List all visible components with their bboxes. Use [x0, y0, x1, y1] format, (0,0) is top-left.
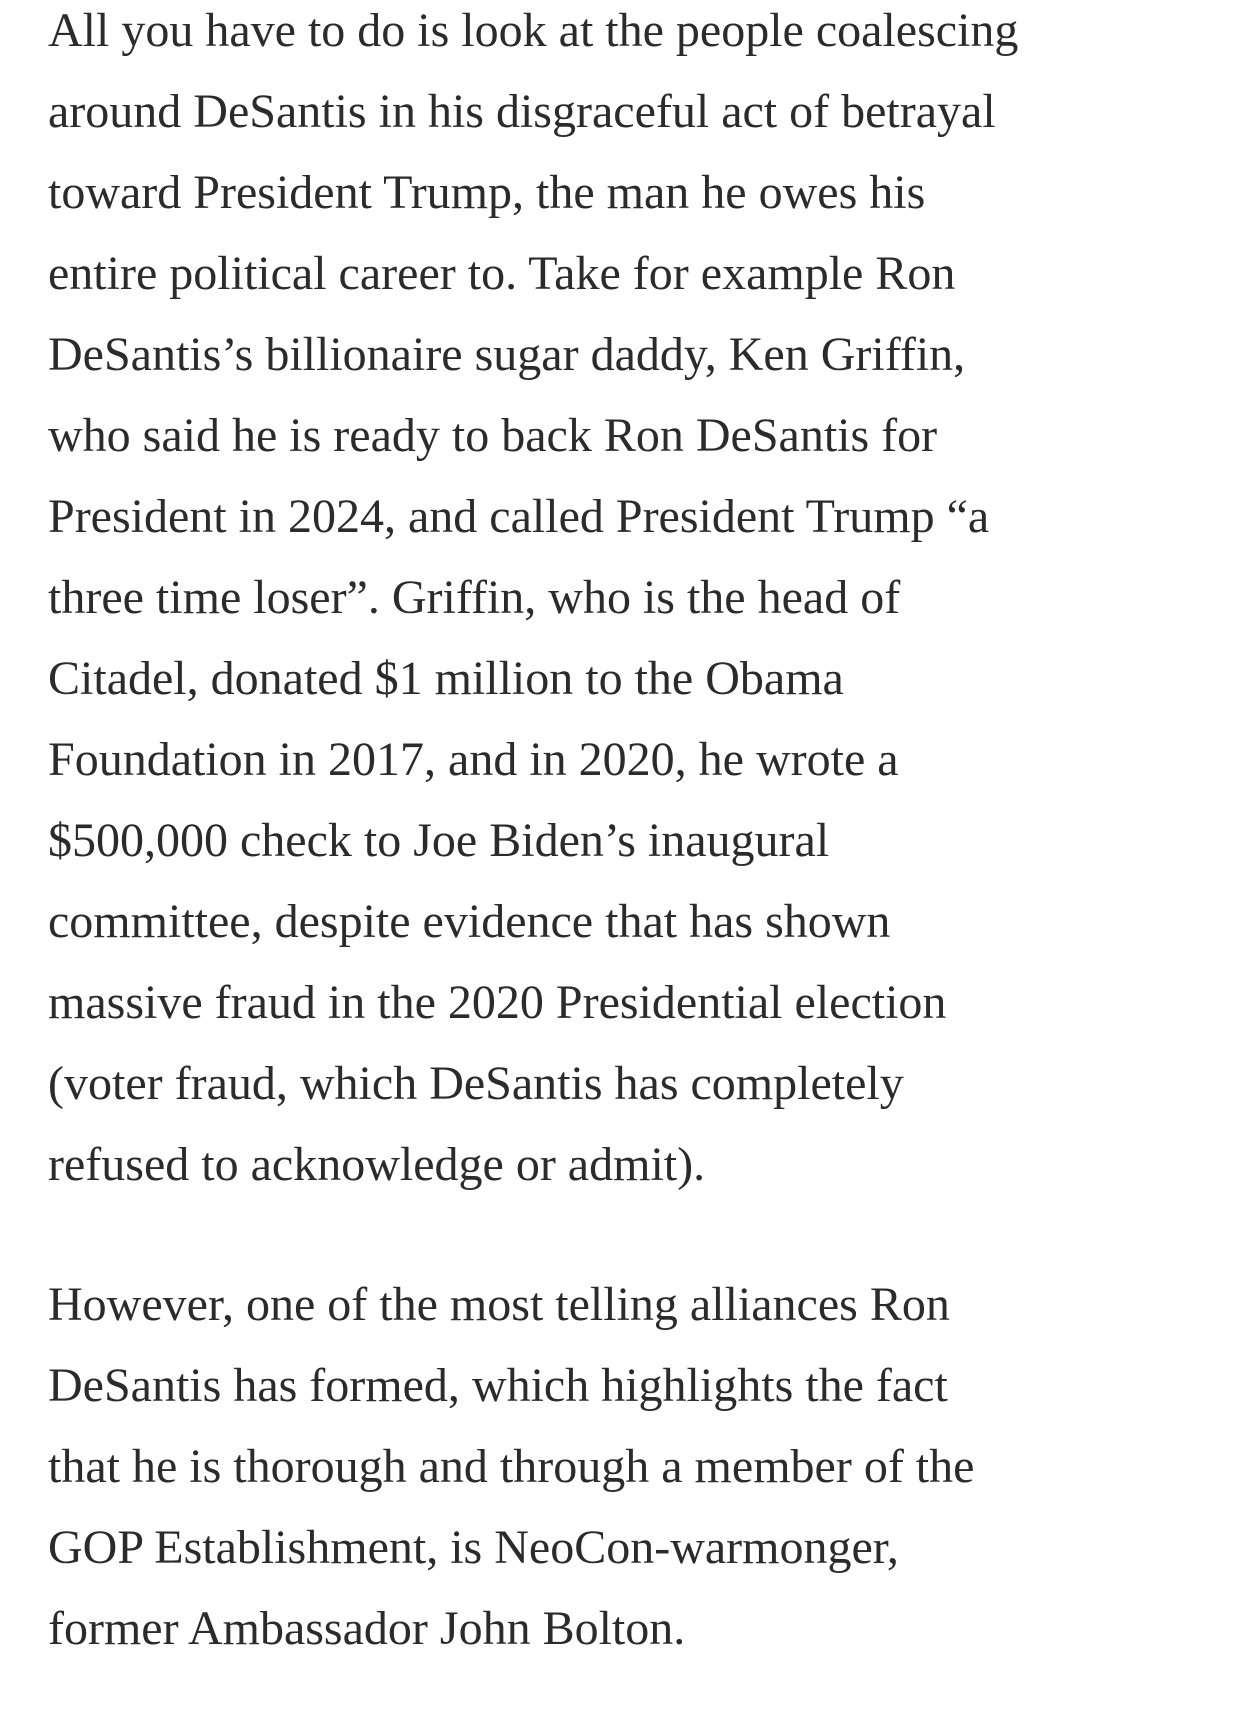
text-line: that he is thorough and through a member of the [48, 1440, 975, 1493]
text-line: (voter fraud, which DeSantis has completely [48, 1057, 904, 1110]
text-line: However, one of the most telling alliances Ron [48, 1278, 950, 1331]
text-line: DeSantis’s billionaire sugar daddy, Ken Griffin, [48, 328, 966, 381]
text-line: $500,000 check to Joe Biden’s inaugural [48, 814, 830, 867]
text-line: All you have to do is look at the people coalescing [48, 4, 1019, 57]
text-line: refused to acknowledge or admit). [48, 1138, 706, 1191]
text-line: who said he is ready to back Ron DeSantis for [48, 409, 938, 462]
text-line: DeSantis has formed, which highlights the fact [48, 1359, 948, 1412]
text-line: committee, despite evidence that has shown [48, 895, 891, 948]
text-line: former Ambassador John Bolton. [48, 1602, 686, 1655]
text-line: massive fraud in the 2020 Presidential election [48, 976, 947, 1029]
paragraph [48, 0, 1018, 1205]
text-line: three time loser”. Griffin, who is the head of [48, 571, 901, 624]
text-line: around DeSantis in his disgraceful act of betrayal [48, 85, 996, 138]
text-line: GOP Establishment, is NeoCon-warmonger, [48, 1521, 899, 1574]
text-line: toward President Trump, the man he owes his [48, 166, 926, 219]
text-line: Citadel, donated $1 million to the Obama [48, 652, 844, 705]
paragraph [48, 1264, 974, 1669]
text-line: Foundation in 2017, and in 2020, he wrote a [48, 733, 899, 786]
text-line: entire political career to. Take for example Ron [48, 247, 956, 300]
text-line: President in 2024, and called President Trump “a [48, 490, 990, 543]
